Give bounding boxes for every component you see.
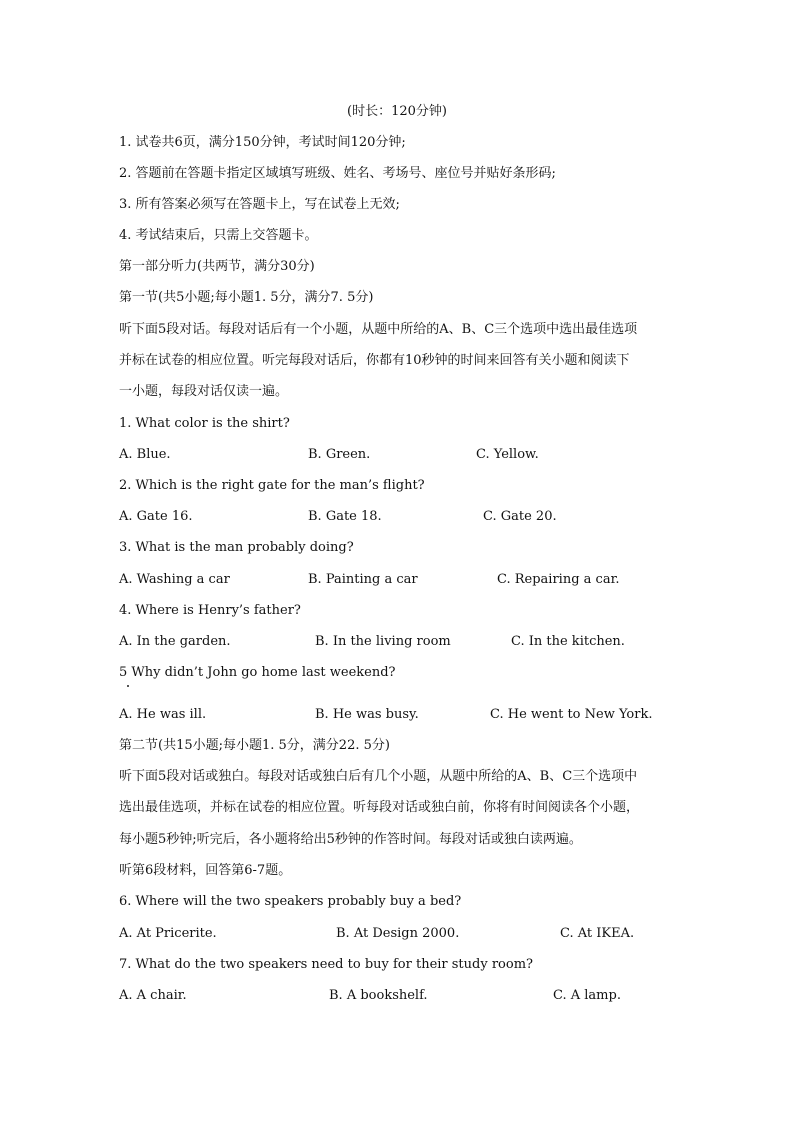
question-7-option-a: A. A chair.: [119, 988, 187, 1003]
section2-instruction-3: 每小题5秒钟;听完后，各小题将给出5秒钟的作答时间。每段对话或独白读两遍。: [119, 832, 582, 847]
section2-instruction-1: 听下面5段对话或独白。每段对话或独白后有几个小题，从题中所给的A、B、C三个选项中: [119, 769, 638, 784]
question-6-option-c: C. At IKEA.: [560, 926, 635, 941]
material-6-note: 听第6段材料，回答第6-7题。: [119, 863, 292, 878]
stray-mark: [127, 685, 129, 687]
question-6-stem: 6. Where will the two speakers probably buy a bed?: [119, 894, 462, 909]
question-1-option-a: A. Blue.: [119, 447, 171, 462]
section1-instruction-2: 并标在试卷的相应位置。听完每段对话后，你都有10秒钟的时间来回答有关小题和阅读下: [119, 353, 630, 368]
question-5-option-c: C. He went to New York.: [490, 707, 653, 722]
question-3-option-c: C. Repairing a car.: [497, 572, 620, 587]
section2-title: 第二节(共15小题;每小题1. 5分，满分22. 5分): [119, 738, 390, 753]
question-5-option-b: B. He was busy.: [315, 707, 419, 722]
question-2-option-a: A. Gate 16.: [119, 509, 193, 524]
question-5-option-a: A. He was ill.: [119, 707, 207, 722]
question-3-option-b: B. Painting a car: [308, 572, 418, 587]
question-7-option-b: B. A bookshelf.: [329, 988, 428, 1003]
question-3-option-a: A. Washing a car: [119, 572, 230, 587]
section1-instruction-3: 一小题，每段对话仅读一遍。: [119, 384, 289, 399]
question-6-option-a: A. At Pricerite.: [119, 926, 217, 941]
question-7-option-c: C. A lamp.: [553, 988, 621, 1003]
question-1-option-c: C. Yellow.: [476, 447, 539, 462]
question-3-stem: 3. What is the man probably doing?: [119, 540, 354, 555]
question-4-option-a: A. In the garden.: [119, 634, 231, 649]
question-2-option-c: C. Gate 20.: [483, 509, 557, 524]
note-3: 3. 所有答案必须写在答题卡上，写在试卷上无效;: [119, 197, 400, 212]
question-1-stem: 1. What color is the shirt?: [119, 416, 290, 431]
question-5-stem: 5 Why didn’t John go home last weekend?: [119, 665, 396, 680]
section1-instruction-1: 听下面5段对话。每段对话后有一个小题，从题中所给的A、B、C三个选项中选出最佳选项: [119, 322, 638, 337]
question-4-option-c: C. In the kitchen.: [511, 634, 625, 649]
question-4-stem: 4. Where is Henry’s father?: [119, 603, 301, 618]
question-6-option-b: B. At Design 2000.: [336, 926, 460, 941]
note-4: 4. 考试结束后，只需上交答题卡。: [119, 228, 318, 243]
question-4-option-b: B. In the living room: [315, 634, 451, 649]
question-2-stem: 2. Which is the right gate for the man’s flight?: [119, 478, 425, 493]
question-1-option-b: B. Green.: [308, 447, 371, 462]
part1-title: 第一部分听力(共两节，满分30分): [119, 259, 315, 274]
question-7-stem: 7. What do the two speakers need to buy for their study room?: [119, 957, 533, 972]
section2-instruction-2: 选出最佳选项，并标在试卷的相应位置。听每段对话或独白前，你将有时间阅读各个小题，: [119, 800, 640, 815]
section1-title: 第一节(共5小题;每小题1. 5分，满分7. 5分): [119, 290, 374, 305]
question-2-option-b: B. Gate 18.: [308, 509, 382, 524]
note-2: 2. 答题前在答题卡指定区域填写班级、姓名、考场号、座位号并贴好条形码;: [119, 166, 556, 181]
exam-duration: (时长：120分钟): [347, 104, 447, 119]
note-1: 1. 试卷共6页，满分150分钟，考试时间120分钟;: [119, 135, 406, 150]
